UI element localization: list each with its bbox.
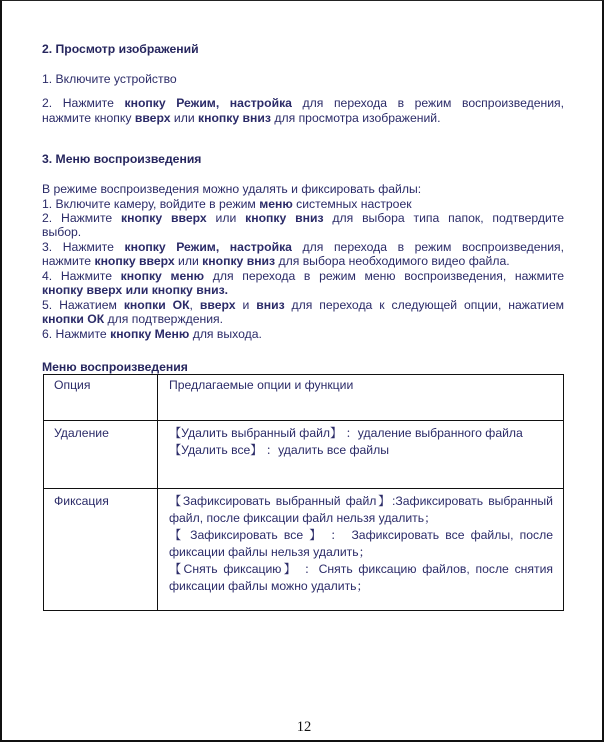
function-line: файл, после фиксации файл нельзя удалить；: [169, 511, 437, 525]
table-row: [44, 489, 564, 611]
section-2-step-2-line-2: нажмите кнопку вверх или кнопку вниз для просмотра изображений.: [42, 111, 441, 125]
section-3-intro: В режиме воспроизведения можно удалять и фиксировать файлы:: [42, 182, 422, 196]
section-2-step-2-line-1: 2. Нажмите кнопку Режим, настройка для перехода в режим воспроизведения,: [42, 96, 564, 110]
section-3-title: 3. Меню воспроизведения: [42, 152, 202, 166]
function-line: фиксации файлы нельзя удалить；: [169, 545, 371, 559]
function-line: 【Зафиксировать выбранный файл】:Зафиксировать выбранный: [169, 494, 553, 508]
section-3-step-5-line-2: кнопки ОК для подтверждения.: [42, 312, 224, 326]
page-number: 12: [296, 719, 312, 735]
section-3-step-2-line-1: 2. Нажмите кнопку вверх или кнопку вниз для выбора типа папок, подтвердите: [42, 211, 564, 225]
row-option-lock: Фиксация: [44, 489, 158, 611]
section-3-step-4-line-2: кнопку вверх или кнопку вниз.: [42, 283, 229, 297]
section-3-step-3-line-2: нажмите кнопку вверх или кнопку вниз для выбора необходимого видео файла.: [42, 254, 510, 268]
function-line: 【Снять фиксацию】 ：Снять фиксацию файлов, после снятия: [169, 562, 553, 576]
row-option-delete: Удаление: [44, 421, 158, 489]
section-3-step-3-line-1: 3. Нажмите кнопку Режим, настройка для перехода в режим воспроизведения,: [42, 240, 564, 254]
section-3-step-6: 6. Нажмите кнопку Меню для выхода.: [42, 327, 262, 341]
section-3-step-5-line-1: 5. Нажатием кнопки ОК, вверх и вниз для перехода к следующей опции, нажатием: [42, 298, 564, 312]
menu-table-caption: Меню воспроизведения: [42, 360, 188, 374]
section-2-step-1: 1. Включите устройство: [42, 72, 177, 86]
function-line: 【 Зафиксировать все 】 ： Зафиксировать все файлы, после: [169, 528, 553, 542]
section-2-title: 2. Просмотр изображений: [42, 42, 199, 56]
section-3-step-2-line-2: выбор.: [42, 225, 82, 239]
function-line: 【Удалить все】 ：удалить все файлы: [169, 443, 389, 457]
header-option: Опция: [44, 375, 158, 421]
header-functions: Предлагаемые опции и функции: [158, 375, 564, 421]
row-functions-delete: [158, 421, 564, 489]
section-3-step-4-line-1: 4. Нажмите кнопку меню для перехода в режим меню воспроизведения, нажмите: [42, 269, 564, 283]
row-functions-lock: [158, 489, 564, 611]
function-line: 【Удалить выбранный файл】 ：удаление выбранного файла: [169, 426, 523, 440]
table-row: [44, 421, 564, 489]
playback-menu-table: [43, 374, 564, 611]
section-3-step-1: 1. Включите камеру, войдите в режим меню системных настроек: [42, 197, 412, 211]
function-line: фиксации файлы можно удалить；: [169, 579, 369, 593]
table-header-row: [44, 375, 564, 421]
